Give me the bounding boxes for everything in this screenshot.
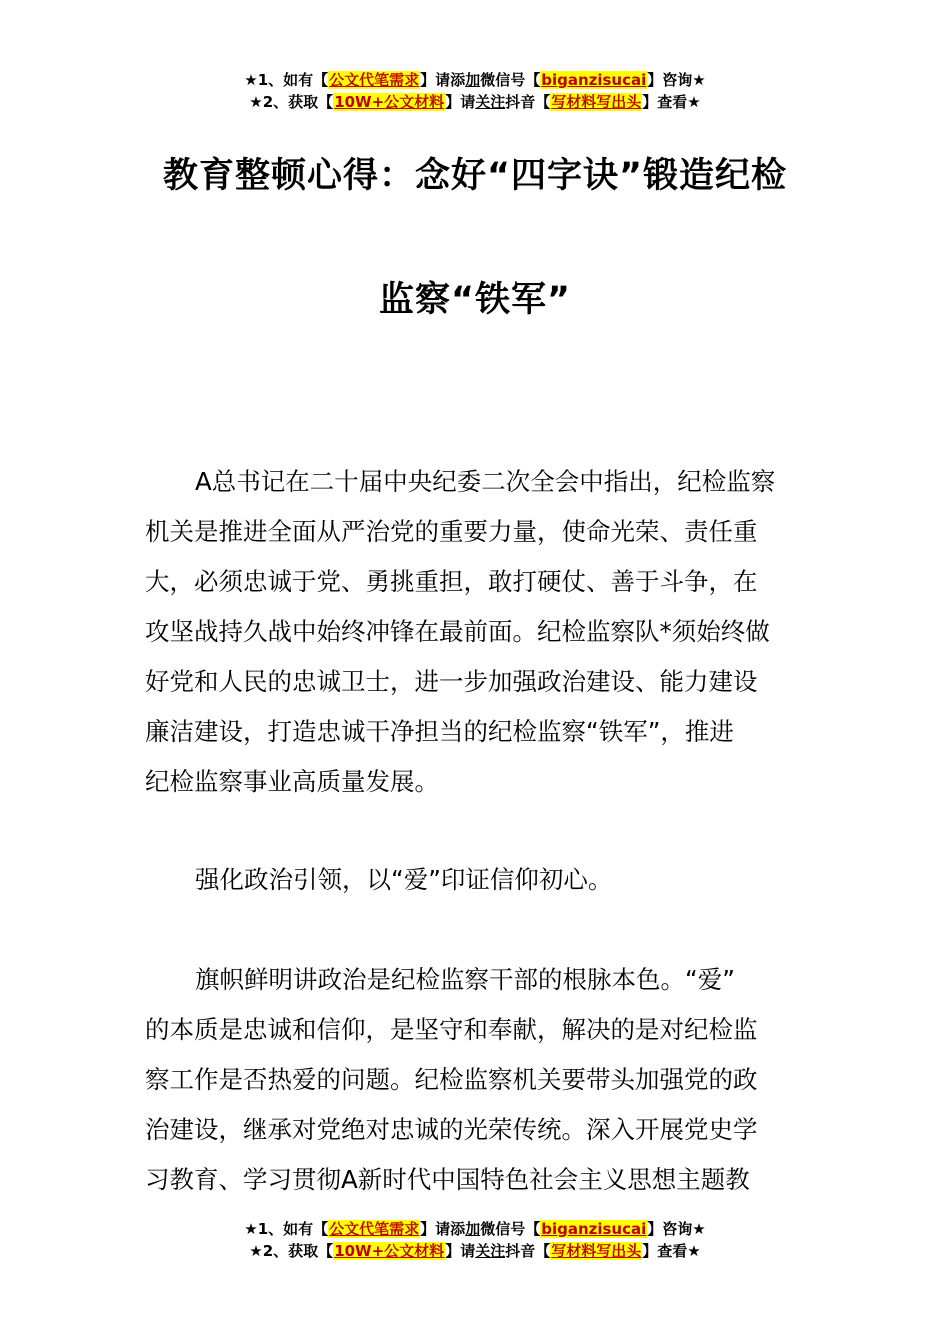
text-line: 好党和人民的忠诚卫士，进一步加强政治建设、能力建设	[145, 667, 758, 696]
banner-text: 微信号【	[480, 71, 541, 89]
banner-text: 】查看★	[642, 1242, 701, 1260]
text-line: 机关是推进全面从严治党的重要力量，使命光荣、责任重	[145, 517, 758, 546]
document-title-line-1: 教育整顿心得：念好“四字诀”锻造纪检	[162, 156, 787, 196]
banner-highlight: 10W+公文材料	[334, 93, 445, 111]
banner-highlight: biganzisucai	[541, 1220, 647, 1238]
banner-text: 】请添	[420, 71, 466, 89]
banner-text: 】请	[445, 1242, 476, 1260]
banner-text: 】咨询★	[647, 71, 706, 89]
text-line: 廉洁建设，打造忠诚干净担当的纪检监察“铁军”，推进	[145, 717, 734, 746]
banner-line-2	[0, 91, 950, 113]
text-line: 纪检监察事业高质量发展。	[145, 767, 439, 796]
banner-text: 抖音【	[505, 1242, 551, 1260]
banner-text: ★2、获取【	[249, 1242, 334, 1260]
banner-highlight: 公文代笔需求	[329, 1220, 420, 1238]
banner-text: 】请添	[420, 1220, 466, 1238]
paragraph-3	[145, 955, 810, 1205]
banner-underline: 加	[465, 1220, 481, 1238]
text-line: 攻坚战持久战中始终冲锋在最前面。纪检监察队*须始终做	[145, 617, 770, 646]
banner-highlight: biganzisucai	[541, 71, 647, 89]
banner-text: 】咨询★	[647, 1220, 706, 1238]
document-title-line-2: 监察“铁军”	[378, 280, 571, 320]
banner-highlight: 写材料写出头	[551, 1242, 642, 1260]
text-line: 大，必须忠诚于党、勇挑重担，敢打硬仗、善于斗争，在	[145, 567, 758, 596]
text-line: 察工作是否热爱的问题。纪检监察机关要带头加强党的政	[145, 1065, 758, 1094]
banner-text: ★1、如有【	[244, 1220, 329, 1238]
banner-underline: 关注	[475, 93, 506, 111]
section-heading: 强化政治引领，以“爱”印证信仰初心。	[195, 865, 613, 894]
banner-highlight: 写材料写出头	[551, 93, 642, 111]
banner-text: 】请	[445, 93, 476, 111]
banner-highlight: 10W+公文材料	[334, 1242, 445, 1260]
banner-line-1	[0, 1218, 950, 1240]
header-banner	[0, 69, 950, 113]
banner-highlight: 公文代笔需求	[329, 71, 420, 89]
paragraph-2	[145, 855, 810, 905]
banner-text: 抖音【	[505, 93, 551, 111]
paragraph-1	[145, 457, 810, 807]
text-line: A总书记在二十届中央纪委二次全会中指出，纪检监察	[195, 467, 776, 496]
footer-banner	[0, 1218, 950, 1262]
banner-text: ★1、如有【	[244, 71, 329, 89]
banner-line-1	[0, 69, 950, 91]
text-line: 旗帜鲜明讲政治是纪检监察干部的根脉本色。“爱”	[195, 965, 735, 994]
text-line: 的本质是忠诚和信仰，是坚守和奉献，解决的是对纪检监	[145, 1015, 758, 1044]
banner-text: ★2、获取【	[249, 93, 334, 111]
banner-underline: 加	[465, 71, 481, 89]
banner-underline: 关注	[475, 1242, 506, 1260]
text-line: 习教育、学习贯彻A新时代中国特色社会主义思想主题教	[145, 1165, 750, 1194]
banner-text: 微信号【	[480, 1220, 541, 1238]
text-line: 治建设，继承对党绝对忠诚的光荣传统。深入开展党史学	[145, 1115, 758, 1144]
banner-line-2	[0, 1240, 950, 1262]
banner-text: 】查看★	[642, 93, 701, 111]
